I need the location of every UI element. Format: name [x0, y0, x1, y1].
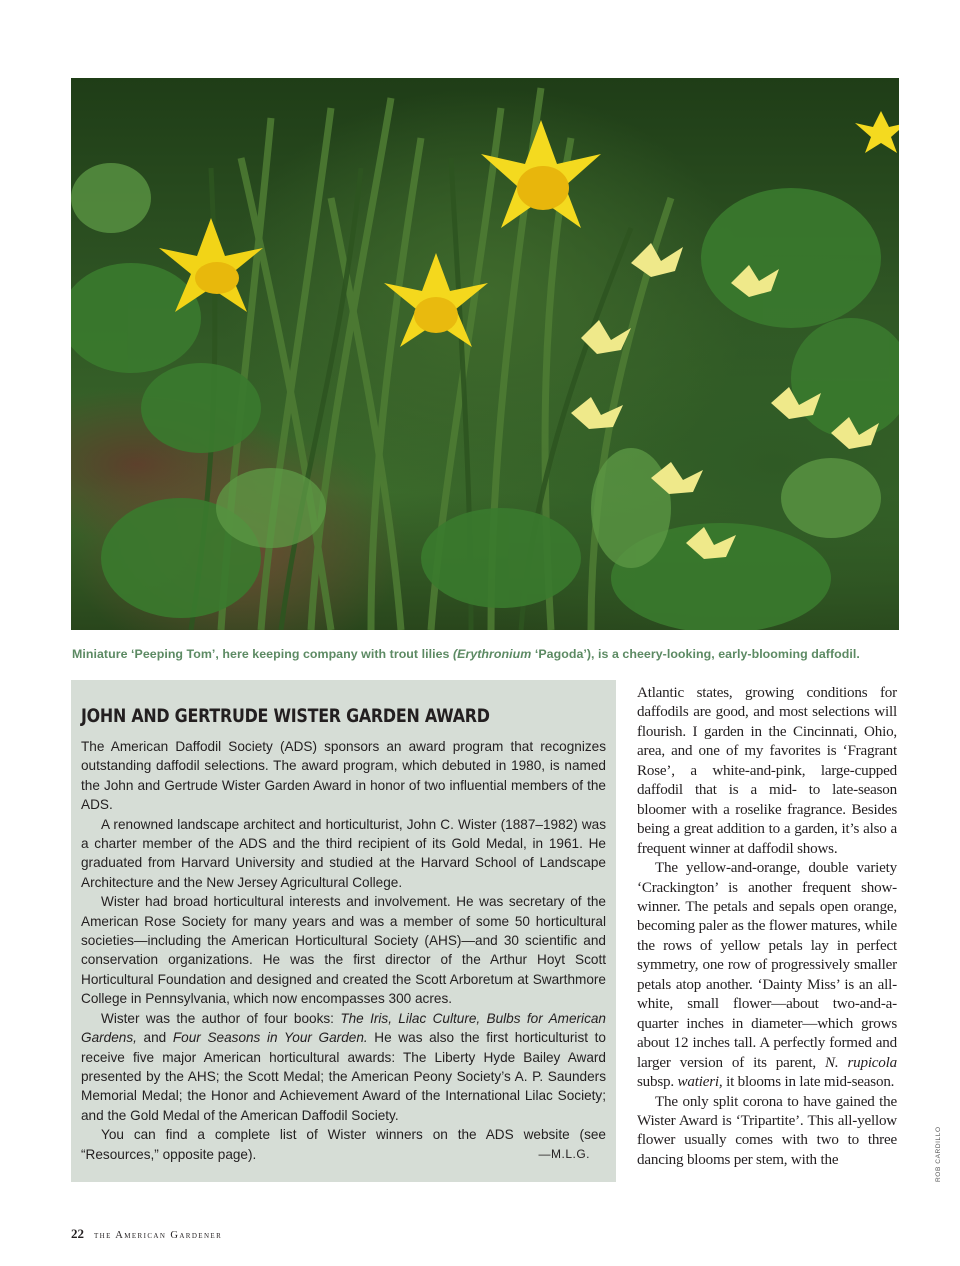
award-sidebar — [71, 680, 616, 1182]
photo-illustration — [71, 78, 899, 630]
page-number: 22 — [71, 1226, 84, 1241]
magazine-name: the American Gardener — [94, 1230, 223, 1241]
author-signature: —M.L.G. — [538, 1146, 590, 1161]
daffodil-photo — [71, 78, 899, 630]
caption-text-end: ‘Pagoda’), is a cheery-looking, early-blooming daffodil. — [531, 647, 860, 661]
column-paragraph-3: The only split corona to have gained the Wister Award is ‘Tripartite’. This all-yellow flower usually comes with two to three dancing blooms per stem, with the — [637, 1093, 897, 1168]
column-paragraph-2: The yellow-and-orange, double variety ‘Crackington’ is another frequent show-winner. The petals and sepals open orange, becoming paler as the flower matures, while the rows of yellow petals lay in perfect symmetry, one row of progressively smaller petals atop another. ‘Dainty Miss’ is an all-white, small flower—about two-and-a-quarter inches in diameter—which grows about 12 inches tall. A perfectly formed and larger version of its parent, N. rupicola subsp. watieri, it blooms in late mid-season. — [637, 860, 897, 1091]
article-column — [637, 684, 897, 1170]
sidebar-paragraph-5: You can find a complete list of Wister winners on the ADS website (see “Resources,” opposite page). —M.L.G. — [81, 1125, 606, 1164]
caption-text: Miniature ‘Peeping Tom’, here keeping company with trout lilies — [72, 647, 453, 661]
photo-credit: ROB CARDILLO — [935, 1126, 942, 1182]
sidebar-paragraph-3: Wister had broad horticultural interests and involvement. He was secretary of the American Rose Society for many years and was a member of some 50 horticultural societies—including the American Horticultural Society (AHS)—and 30 scientific and conservation organizations. He was the first director of the Arthur Hoyt Scott Horticultural Foundation and designed and created the Scott Arboretum at Swarthmore College in Pennsylvania, which now encompasses 300 acres. — [81, 894, 606, 1007]
page-footer — [71, 1225, 222, 1243]
sidebar-title: JOHN AND GERTRUDE WISTER GARDEN AWARD — [81, 706, 490, 727]
caption-italic: (Erythronium — [452, 647, 532, 661]
photo-caption — [72, 647, 902, 661]
sidebar-paragraph-2: A renowned landscape architect and horticulturist, John C. Wister (1887–1982) was a charter member of the ADS and the third recipient of its Gold Medal, in 1961. He graduated from Harvard University and studied at the Harvard School of Landscape Architecture and the New Jersey Agricultural College. — [81, 816, 606, 890]
sidebar-paragraph-4: Wister was the author of four books: The Iris, Lilac Culture, Bulbs for American Gardens, and Four Seasons in Your Garden. He was also the first horticulturist to receive five major American horticultural awards: The Liberty Hyde Bailey Award presented by the AHS; the Scott Medal; the American Peony Society’s A. P. Saunders Memorial Medal; the Honor and Achievement Award of the International Lilac Society; and the Gold Medal of the American Daffodil Society. — [81, 1010, 606, 1123]
sidebar-paragraph-1: The American Daffodil Society (ADS) sponsors an award program that recognizes outstanding daffodil selections. The award program, which debuted in 1980, is named the John and Gertrude Wister Garden Award in honor of two influential members of the ADS. — [81, 739, 606, 813]
column-paragraph-1: Atlantic states, growing conditions for daffodils are good, and most selections will flourish. I garden in the Cincinnati, Ohio, area, and one of my favorites is ‘Fragrant Rose’, a white-and-pink, large-cupped daffodil that is a mid- to late-season bloomer with a roselike fragrance. Besides being a great addition to a garden, it’s also a frequent winner at daffodil shows. — [637, 685, 897, 857]
